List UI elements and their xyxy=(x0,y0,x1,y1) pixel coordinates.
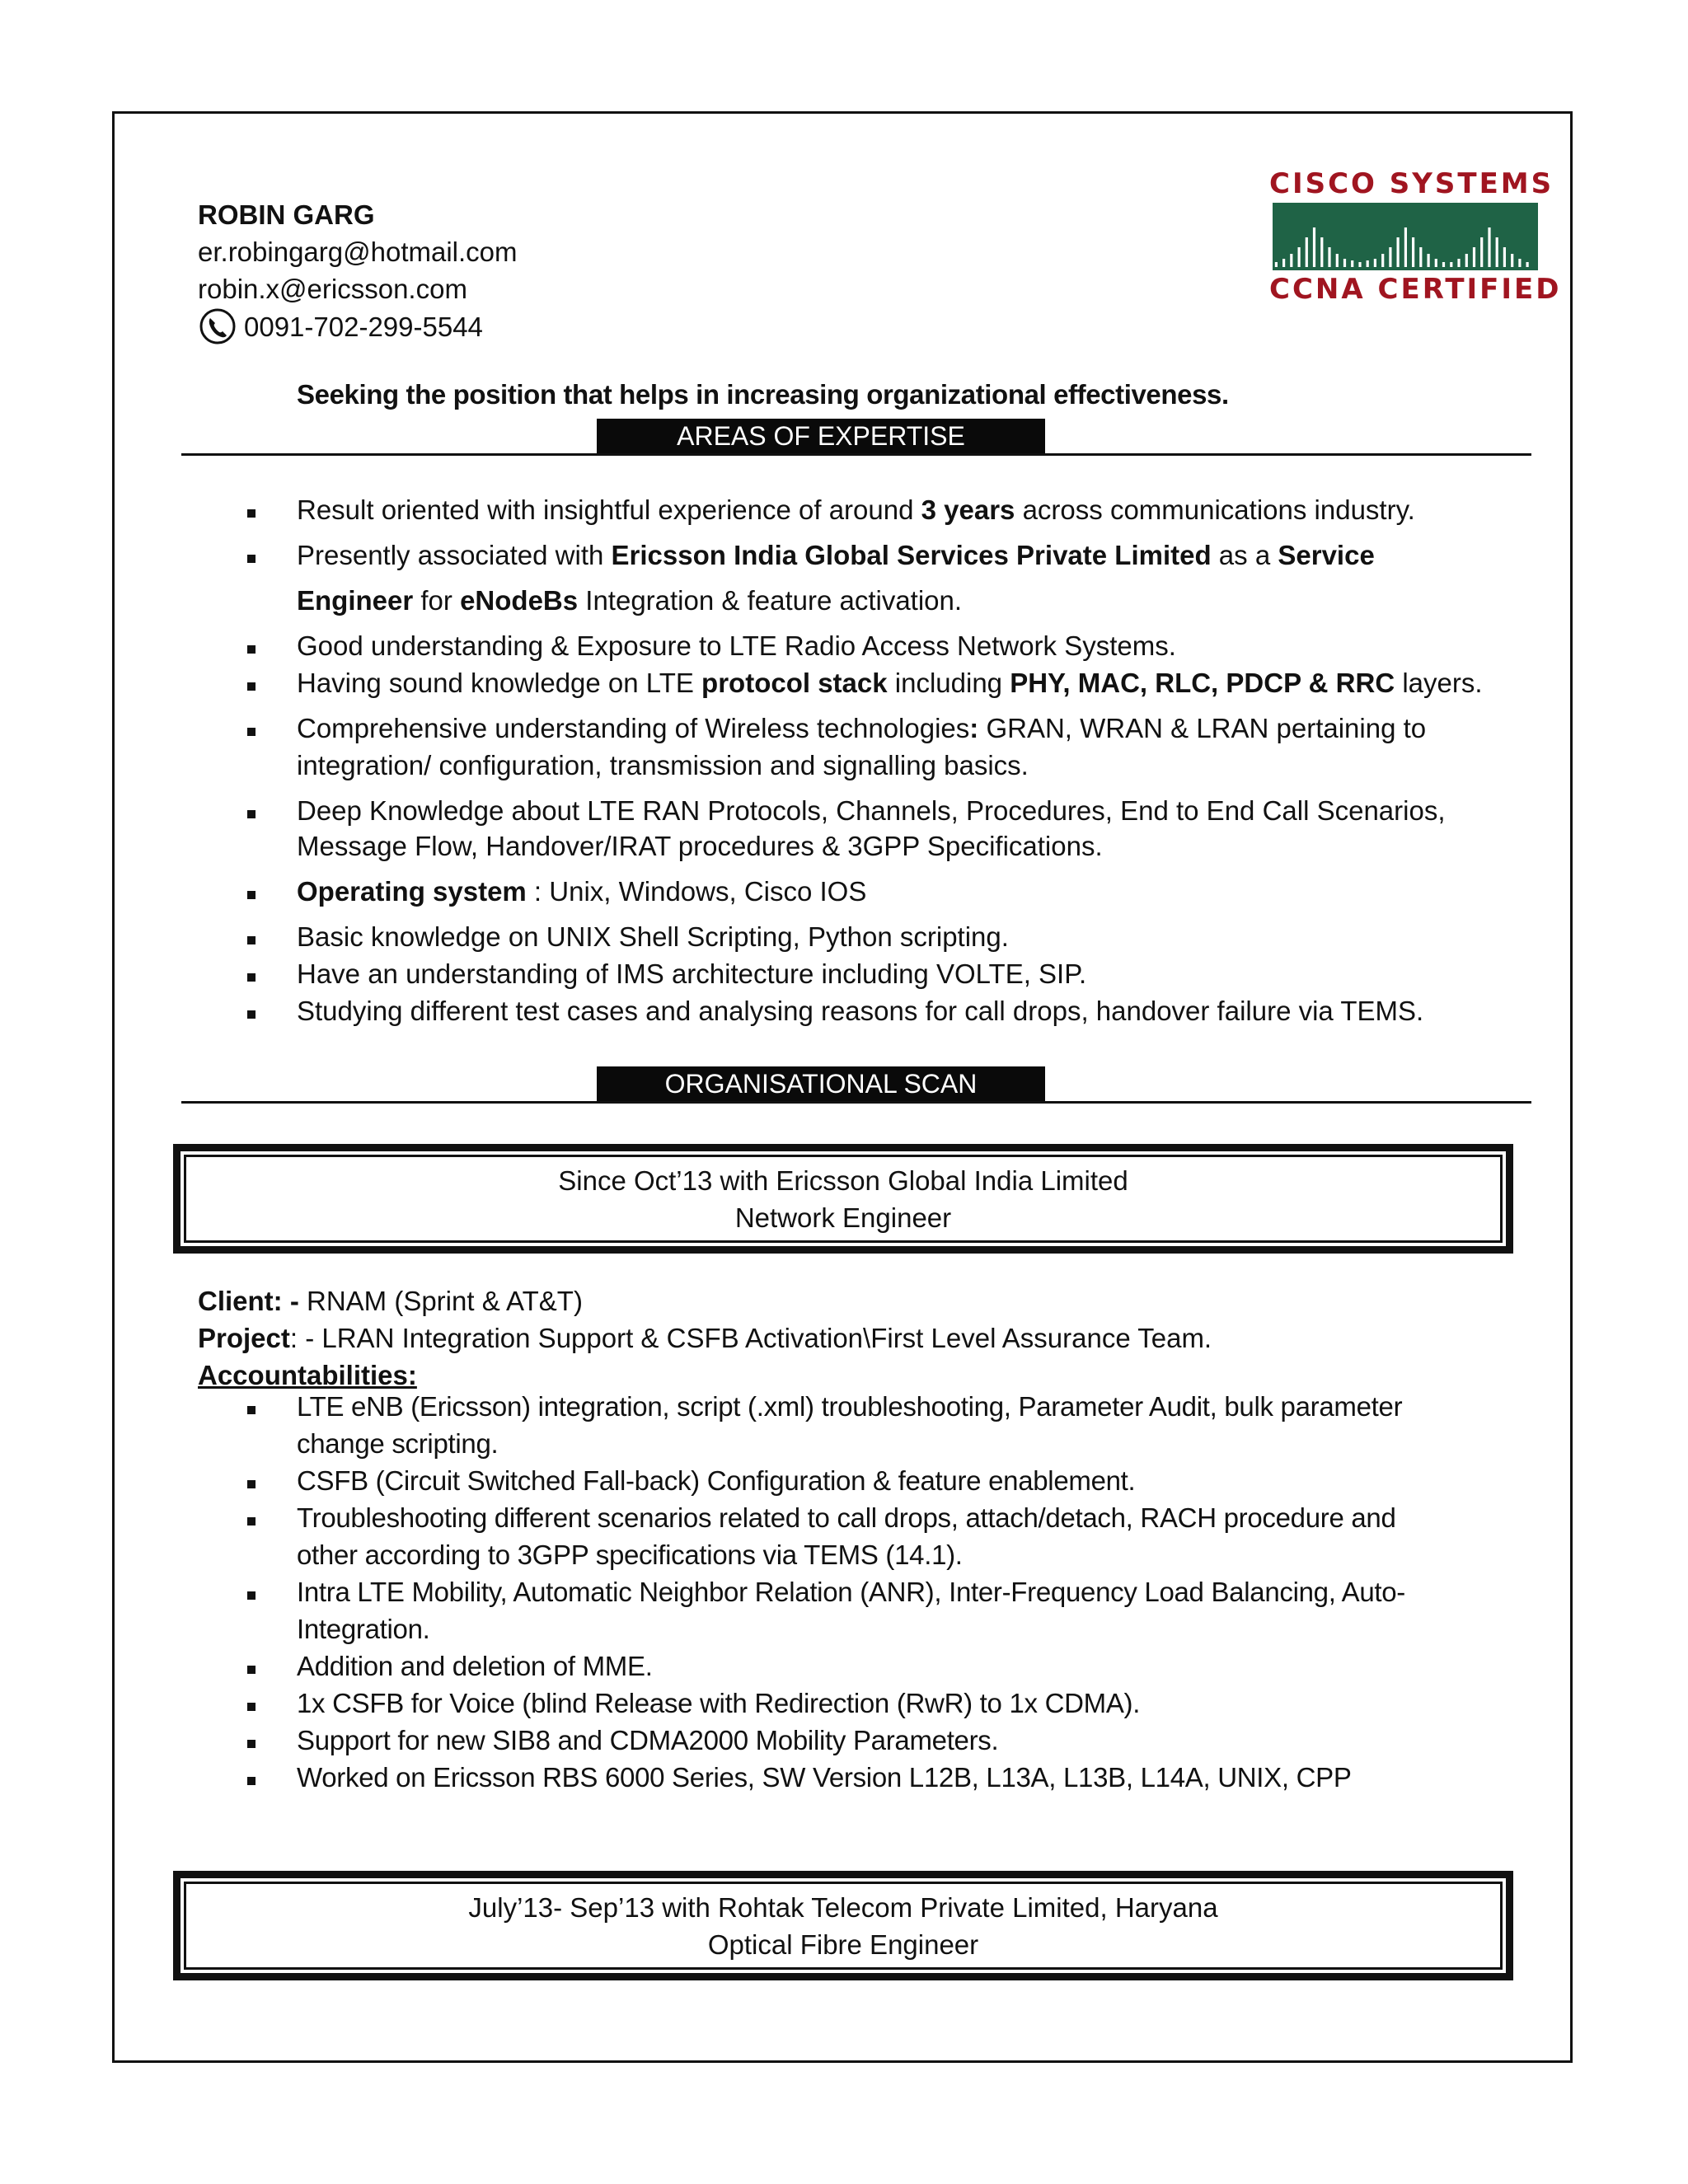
job-box-rohtak xyxy=(173,1871,1513,1980)
project-line: Project: - LRAN Integration Support & CSFB Activation\First Level Assurance Team. xyxy=(198,1323,1212,1353)
accountability-text: Addition and deletion of MME. xyxy=(297,1651,653,1681)
logo-bar xyxy=(1404,227,1407,267)
job-role: Optical Fibre Engineer xyxy=(707,1929,979,1960)
logo-bar xyxy=(1389,247,1391,267)
bullet-icon xyxy=(247,973,256,982)
logo-bar xyxy=(1488,227,1490,267)
logo-band xyxy=(1273,203,1538,270)
logo-bar xyxy=(1412,237,1414,267)
section-rule xyxy=(181,453,1531,456)
bullet-icon xyxy=(247,936,256,944)
logo-bar xyxy=(1442,262,1445,267)
bullet-icon xyxy=(247,1703,256,1711)
logo-bar xyxy=(1457,259,1460,267)
expertise-text: Presently associated with Ericsson India Global Services Private Limited as a Service xyxy=(297,540,1375,570)
bullet-icon xyxy=(247,645,256,654)
bullet-icon xyxy=(247,810,256,818)
job-box-ericsson xyxy=(173,1144,1513,1254)
accountability-text: other according to 3GPP specifications via TEMS (14.1). xyxy=(297,1540,963,1570)
phone-row xyxy=(198,307,518,345)
bullet-icon xyxy=(247,1010,256,1019)
logo-bar xyxy=(1435,259,1437,267)
expertise-text: Good understanding & Exposure to LTE Radio Access Network Systems. xyxy=(297,630,1176,661)
bullet-icon xyxy=(247,1517,256,1526)
expertise-text: Operating system : Unix, Windows, Cisco IOS xyxy=(297,876,867,907)
logo-bar xyxy=(1381,254,1384,267)
candidate-name: ROBIN GARG xyxy=(198,199,375,230)
logo-bar xyxy=(1450,262,1452,267)
section-bar-organisational-scan: ORGANISATIONAL SCAN xyxy=(597,1066,1045,1101)
job-role: Network Engineer xyxy=(734,1202,952,1233)
expertise-text: Deep Knowledge about LTE RAN Protocols, Channels, Procedures, End to End Call Scenarios, xyxy=(297,795,1446,826)
cisco-ccna-logo xyxy=(1269,165,1562,313)
logo-bar xyxy=(1282,259,1285,267)
bullet-icon xyxy=(247,1666,256,1674)
expertise-text: Message Flow, Handover/IRAT procedures & 3GPP Specifications. xyxy=(297,831,1103,861)
section-rule xyxy=(181,1101,1531,1104)
logo-bar xyxy=(1336,254,1339,267)
logo-bottom-text: CCNA CERTIFIED xyxy=(1269,273,1562,306)
accountability-text: Support for new SIB8 and CDMA2000 Mobility Parameters. xyxy=(297,1725,999,1755)
logo-bar xyxy=(1496,237,1498,267)
expertise-text: Having sound knowledge on LTE protocol stack including PHY, MAC, RLC, PDCP & RRC layers. xyxy=(297,668,1483,698)
bullet-icon xyxy=(247,555,256,563)
expertise-text: Engineer for eNodeBs Integration & feature activation. xyxy=(297,585,963,616)
logo-bar xyxy=(1503,247,1506,267)
expertise-text: Basic knowledge on UNIX Shell Scripting, Python scripting. xyxy=(297,921,1009,952)
section-bar-expertise: AREAS OF EXPERTISE xyxy=(597,419,1045,453)
logo-bar xyxy=(1275,262,1278,267)
bullet-icon xyxy=(247,509,256,518)
accountability-text: Worked on Ericsson RBS 6000 Series, SW Version L12B, L13A, L13B, L14A, UNIX, CPP xyxy=(297,1762,1352,1793)
logo-bar xyxy=(1419,247,1422,267)
phone-icon xyxy=(198,307,239,345)
logo-bar xyxy=(1290,254,1292,267)
accountability-text: Troubleshooting different scenarios related to call drops, attach/detach, RACH procedure and xyxy=(297,1502,1396,1533)
contact-block xyxy=(198,196,518,345)
logo-bar xyxy=(1320,237,1323,267)
expertise-text: integration/ configuration, transmission and signalling basics. xyxy=(297,750,1029,780)
logo-bar xyxy=(1351,260,1353,267)
logo-bar xyxy=(1397,237,1400,267)
logo-bar xyxy=(1526,262,1529,267)
phone-number: 0091-702-299-5544 xyxy=(244,311,483,342)
work-email: robin.x@ericsson.com xyxy=(198,274,467,304)
bullet-icon xyxy=(247,1591,256,1600)
logo-bar xyxy=(1465,254,1468,267)
logo-bar xyxy=(1428,254,1430,267)
bullet-icon xyxy=(247,728,256,736)
bullet-icon xyxy=(247,1777,256,1785)
accountability-text: Integration. xyxy=(297,1614,430,1644)
bullet-icon xyxy=(247,1406,256,1414)
expertise-text: Studying different test cases and analysing reasons for call drops, handover failure via TEMS. xyxy=(297,996,1424,1026)
expertise-text: Have an understanding of IMS architecture including VOLTE, SIP. xyxy=(297,958,1087,989)
logo-bar xyxy=(1343,259,1346,267)
accountabilities-heading: Accountabilities: xyxy=(198,1360,417,1390)
objective-statement: Seeking the position that helps in increasing organizational effectiveness. xyxy=(297,379,1229,410)
job-title-line: July’13- Sep’13 with Rohtak Telecom Private Limited, Haryana xyxy=(468,1892,1218,1923)
bullet-icon xyxy=(247,1480,256,1488)
accountability-text: CSFB (Circuit Switched Fall-back) Configuration & feature enablement. xyxy=(297,1465,1136,1496)
logo-bar xyxy=(1480,237,1483,267)
client-line: Client: - RNAM (Sprint & AT&T) xyxy=(198,1286,583,1316)
logo-bar xyxy=(1367,260,1369,267)
logo-top-text: CISCO SYSTEMS xyxy=(1269,167,1554,200)
accountability-text: Intra LTE Mobility, Automatic Neighbor Relation (ANR), Inter-Frequency Load Balancing, Auto- xyxy=(297,1577,1405,1607)
logo-bar xyxy=(1306,237,1308,267)
logo-bar xyxy=(1518,259,1521,267)
job1-details xyxy=(198,1282,1212,1394)
personal-email: er.robingarg@hotmail.com xyxy=(198,237,518,267)
bullet-icon xyxy=(247,891,256,899)
bullet-icon xyxy=(247,1740,256,1748)
job-title-line: Since Oct’13 with Ericsson Global India Limited xyxy=(558,1165,1128,1196)
logo-bar xyxy=(1511,254,1513,267)
logo-bar xyxy=(1298,247,1301,267)
logo-bar xyxy=(1374,259,1376,267)
accountability-text: 1x CSFB for Voice (blind Release with Redirection (RwR) to 1x CDMA). xyxy=(297,1688,1141,1718)
bullet-icon xyxy=(247,682,256,691)
expertise-text: Comprehensive understanding of Wireless technologies: GRAN, WRAN & LRAN pertaining to xyxy=(297,713,1427,743)
logo-bar xyxy=(1328,247,1330,267)
accountability-text: change scripting. xyxy=(297,1428,499,1459)
logo-bar xyxy=(1313,227,1315,267)
logo-bar xyxy=(1358,262,1361,267)
accountability-text: LTE eNB (Ericsson) integration, script (.xml) troubleshooting, Parameter Audit, bulk parameter xyxy=(297,1391,1403,1422)
expertise-text: Result oriented with insightful experience of around 3 years across communications industry. xyxy=(297,494,1415,525)
logo-bar xyxy=(1473,247,1475,267)
